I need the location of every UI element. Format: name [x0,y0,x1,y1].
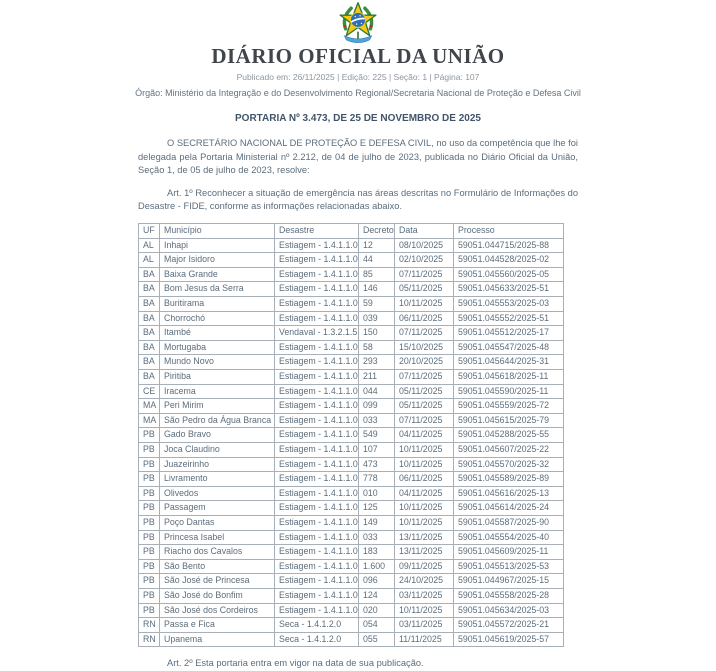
cell-desastre: Estiagem - 1.4.1.1.0 [275,413,359,428]
cell-processo: 59051.045554/2025-40 [454,530,564,545]
article-1-paragraph: Art. 1º Reconhecer a situação de emergência nas áreas descritas no Formulário de Informações do Desastre - FIDE, conforme as informações relacionadas abaixo. [138,187,578,212]
cell-desastre: Estiagem - 1.4.1.1.0 [275,559,359,574]
cell-decreto: 778 [359,472,395,487]
cell-municipio: Inhapi [160,238,275,253]
cell-municipio: São José de Princesa [160,574,275,589]
cell-data: 09/11/2025 [395,559,454,574]
publication-meta: Publicado em: 26/11/2025 | Edição: 225 | Seção: 1 | Página: 107 [236,72,480,82]
cell-data: 08/10/2025 [395,238,454,253]
cell-processo: 59051.045552/2025-51 [454,311,564,326]
cell-data: 13/11/2025 [395,530,454,545]
table-row [139,399,564,414]
cell-decreto: 044 [359,384,395,399]
cell-municipio: São José do Bonfim [160,588,275,603]
cell-uf: PB [139,486,160,501]
cell-decreto: 44 [359,253,395,268]
cell-uf: PB [139,559,160,574]
cell-municipio: São José dos Cordeiros [160,603,275,618]
cell-uf: RN [139,618,160,633]
cell-processo: 59051.045609/2025-11 [454,545,564,560]
cell-decreto: 149 [359,515,395,530]
cell-processo: 59051.045614/2025-24 [454,501,564,516]
table-row [139,267,564,282]
cell-processo: 59051.045553/2025-03 [454,297,564,312]
cell-desastre: Estiagem - 1.4.1.1.0 [275,282,359,297]
cell-processo: 59051.045616/2025-13 [454,486,564,501]
cell-decreto: 12 [359,238,395,253]
cell-decreto: 039 [359,311,395,326]
cell-uf: AL [139,253,160,268]
table-row [139,413,564,428]
organ-line: Órgão: Ministério da Integração e do Desenvolvimento Regional/Secretaria Nacional de Proteção e Defesa Civil [135,88,581,98]
cell-decreto: 150 [359,326,395,341]
cell-desastre: Estiagem - 1.4.1.1.0 [275,297,359,312]
cell-data: 06/11/2025 [395,472,454,487]
table-row [139,588,564,603]
cell-processo: 59051.045559/2025-72 [454,399,564,414]
cell-municipio: Iracema [160,384,275,399]
cell-municipio: Passa e Fica [160,618,275,633]
cell-uf: PB [139,443,160,458]
table-row [139,457,564,472]
cell-municipio: Piritiba [160,370,275,385]
cell-processo: 59051.045607/2025-22 [454,443,564,458]
cell-processo: 59051.045634/2025-03 [454,603,564,618]
cell-data: 04/11/2025 [395,486,454,501]
cell-desastre: Vendaval - 1.3.2.1.5 [275,326,359,341]
cell-data: 10/11/2025 [395,501,454,516]
cell-data: 10/11/2025 [395,603,454,618]
cell-decreto: 293 [359,355,395,370]
cell-data: 10/11/2025 [395,457,454,472]
cell-uf: PB [139,603,160,618]
cell-municipio: Livramento [160,472,275,487]
cell-municipio: Gado Bravo [160,428,275,443]
cell-desastre: Estiagem - 1.4.1.1.0 [275,311,359,326]
table-row [139,428,564,443]
cell-municipio: Riacho dos Cavalos [160,545,275,560]
cell-data: 04/11/2025 [395,428,454,443]
cell-desastre: Estiagem - 1.4.1.1.0 [275,384,359,399]
col-header-desastre: Desastre [275,224,359,239]
brazil-coat-of-arms-icon [336,0,380,44]
cell-desastre: Estiagem - 1.4.1.1.0 [275,267,359,282]
table-row [139,603,564,618]
cell-data: 05/11/2025 [395,399,454,414]
table-row [139,472,564,487]
preamble-paragraph: O SECRETÁRIO NACIONAL DE PROTEÇÃO E DEFESA CIVIL, no uso da competência que lhe foi delegada pela Portaria Ministerial nº 2.212, de 04 de julho de 2023, publicada no Diário Oficial da União, Seção 1, de 05 de julho de 2023, resolve: [138,138,578,175]
cell-data: 05/11/2025 [395,384,454,399]
cell-decreto: 033 [359,413,395,428]
cell-desastre: Seca - 1.4.1.2.0 [275,618,359,633]
cell-municipio: Mortugaba [160,340,275,355]
cell-uf: BA [139,370,160,385]
disaster-table-body [139,238,564,647]
cell-uf: BA [139,355,160,370]
table-row [139,443,564,458]
cell-processo: 59051.045633/2025-51 [454,282,564,297]
cell-uf: PB [139,588,160,603]
cell-municipio: Olivedos [160,486,275,501]
cell-municipio: Baixa Grande [160,267,275,282]
cell-municipio: Mundo Novo [160,355,275,370]
cell-data: 07/11/2025 [395,267,454,282]
cell-uf: PB [139,428,160,443]
cell-desastre: Estiagem - 1.4.1.1.0 [275,238,359,253]
cell-municipio: São Pedro da Água Branca [160,413,275,428]
col-header-uf: UF [139,224,160,239]
cell-processo: 59051.045570/2025-32 [454,457,564,472]
cell-processo: 59051.045547/2025-48 [454,340,564,355]
cell-data: 07/11/2025 [395,326,454,341]
table-row [139,282,564,297]
table-row [139,632,564,647]
cell-desastre: Estiagem - 1.4.1.1.0 [275,574,359,589]
cell-data: 10/11/2025 [395,297,454,312]
col-header-processo: Processo [454,224,564,239]
cell-decreto: 473 [359,457,395,472]
table-row [139,545,564,560]
cell-municipio: Poço Dantas [160,515,275,530]
cell-municipio: Peri Mirim [160,399,275,414]
cell-processo: 59051.045572/2025-21 [454,618,564,633]
cell-municipio: Princesa Isabel [160,530,275,545]
cell-uf: PB [139,515,160,530]
cell-decreto: 054 [359,618,395,633]
cell-data: 24/10/2025 [395,574,454,589]
cell-data: 10/11/2025 [395,443,454,458]
cell-decreto: 107 [359,443,395,458]
table-row [139,486,564,501]
cell-processo: 59051.045615/2025-79 [454,413,564,428]
table-row [139,530,564,545]
document-body [138,113,578,671]
cell-data: 07/11/2025 [395,370,454,385]
cell-processo: 59051.045618/2025-11 [454,370,564,385]
cell-municipio: Passagem [160,501,275,516]
cell-desastre: Estiagem - 1.4.1.1.0 [275,340,359,355]
table-header-row [139,224,564,239]
cell-uf: PB [139,457,160,472]
cell-processo: 59051.045619/2025-57 [454,632,564,647]
cell-uf: PB [139,530,160,545]
cell-desastre: Estiagem - 1.4.1.1.0 [275,588,359,603]
cell-decreto: 099 [359,399,395,414]
cell-desastre: Estiagem - 1.4.1.1.0 [275,472,359,487]
cell-desastre: Estiagem - 1.4.1.1.0 [275,515,359,530]
cell-desastre: Estiagem - 1.4.1.1.0 [275,253,359,268]
cell-uf: MA [139,413,160,428]
col-header-data: Data [395,224,454,239]
cell-data: 05/11/2025 [395,282,454,297]
cell-desastre: Estiagem - 1.4.1.1.0 [275,486,359,501]
cell-desastre: Estiagem - 1.4.1.1.0 [275,399,359,414]
cell-processo: 59051.045513/2025-53 [454,559,564,574]
cell-data: 10/11/2025 [395,515,454,530]
cell-decreto: 59 [359,297,395,312]
cell-data: 15/10/2025 [395,340,454,355]
cell-decreto: 124 [359,588,395,603]
portaria-title: PORTARIA Nº 3.473, DE 25 DE NOVEMBRO DE 2025 [235,113,481,124]
cell-municipio: Itambé [160,326,275,341]
cell-municipio: Bom Jesus da Serra [160,282,275,297]
table-row [139,340,564,355]
cell-processo: 59051.045590/2025-11 [454,384,564,399]
cell-uf: BA [139,282,160,297]
cell-data: 07/11/2025 [395,413,454,428]
table-row [139,311,564,326]
col-header-decreto: Decreto [359,224,395,239]
table-row [139,253,564,268]
cell-data: 03/11/2025 [395,618,454,633]
table-row [139,355,564,370]
cell-decreto: 125 [359,501,395,516]
cell-desastre: Estiagem - 1.4.1.1.0 [275,428,359,443]
masthead-title: DIÁRIO OFICIAL DA UNIÃO [211,44,505,68]
table-row [139,370,564,385]
cell-decreto: 010 [359,486,395,501]
cell-data: 02/10/2025 [395,253,454,268]
table-row [139,384,564,399]
cell-decreto: 033 [359,530,395,545]
cell-uf: MA [139,399,160,414]
cell-desastre: Seca - 1.4.1.2.0 [275,632,359,647]
col-header-municipio: Município [160,224,275,239]
cell-uf: PB [139,574,160,589]
cell-processo: 59051.045512/2025-17 [454,326,564,341]
cell-uf: PB [139,545,160,560]
cell-municipio: São Bento [160,559,275,574]
cell-processo: 59051.045558/2025-28 [454,588,564,603]
cell-uf: BA [139,297,160,312]
cell-processo: 59051.044528/2025-02 [454,253,564,268]
header [0,0,716,44]
cell-desastre: Estiagem - 1.4.1.1.0 [275,501,359,516]
cell-decreto: 183 [359,545,395,560]
cell-decreto: 020 [359,603,395,618]
cell-processo: 59051.044967/2025-15 [454,574,564,589]
table-row [139,618,564,633]
cell-decreto: 146 [359,282,395,297]
table-row [139,297,564,312]
cell-processo: 59051.044715/2025-88 [454,238,564,253]
cell-processo: 59051.045644/2025-31 [454,355,564,370]
cell-municipio: Buritirama [160,297,275,312]
cell-decreto: 85 [359,267,395,282]
cell-uf: PB [139,472,160,487]
cell-municipio: Upanema [160,632,275,647]
cell-desastre: Estiagem - 1.4.1.1.0 [275,443,359,458]
cell-decreto: 211 [359,370,395,385]
cell-municipio: Major Isidoro [160,253,275,268]
cell-data: 20/10/2025 [395,355,454,370]
cell-desastre: Estiagem - 1.4.1.1.0 [275,370,359,385]
cell-data: 11/11/2025 [395,632,454,647]
cell-data: 03/11/2025 [395,588,454,603]
cell-desastre: Estiagem - 1.4.1.1.0 [275,545,359,560]
table-row [139,238,564,253]
cell-uf: AL [139,238,160,253]
cell-uf: RN [139,632,160,647]
cell-uf: BA [139,311,160,326]
cell-desastre: Estiagem - 1.4.1.1.0 [275,457,359,472]
cell-desastre: Estiagem - 1.4.1.1.0 [275,355,359,370]
cell-uf: BA [139,326,160,341]
cell-decreto: 096 [359,574,395,589]
cell-municipio: Juazeirinho [160,457,275,472]
table-row [139,574,564,589]
cell-processo: 59051.045587/2025-90 [454,515,564,530]
cell-municipio: Joca Claudino [160,443,275,458]
table-row [139,501,564,516]
cell-decreto: 58 [359,340,395,355]
cell-uf: CE [139,384,160,399]
disaster-table [138,223,564,647]
cell-processo: 59051.045589/2025-89 [454,472,564,487]
cell-uf: BA [139,340,160,355]
cell-processo: 59051.045288/2025-55 [454,428,564,443]
cell-uf: BA [139,267,160,282]
cell-uf: PB [139,501,160,516]
table-row [139,559,564,574]
cell-municipio: Chorrochó [160,311,275,326]
cell-decreto: 055 [359,632,395,647]
cell-data: 13/11/2025 [395,545,454,560]
cell-processo: 59051.045560/2025-05 [454,267,564,282]
cell-desastre: Estiagem - 1.4.1.1.0 [275,603,359,618]
cell-data: 06/11/2025 [395,311,454,326]
cell-desastre: Estiagem - 1.4.1.1.0 [275,530,359,545]
cell-decreto: 549 [359,428,395,443]
article-2-paragraph: Art. 2º Esta portaria entra em vigor na data de sua publicação. [167,658,424,669]
cell-decreto: 1.600 [359,559,395,574]
table-row [139,515,564,530]
table-row [139,326,564,341]
